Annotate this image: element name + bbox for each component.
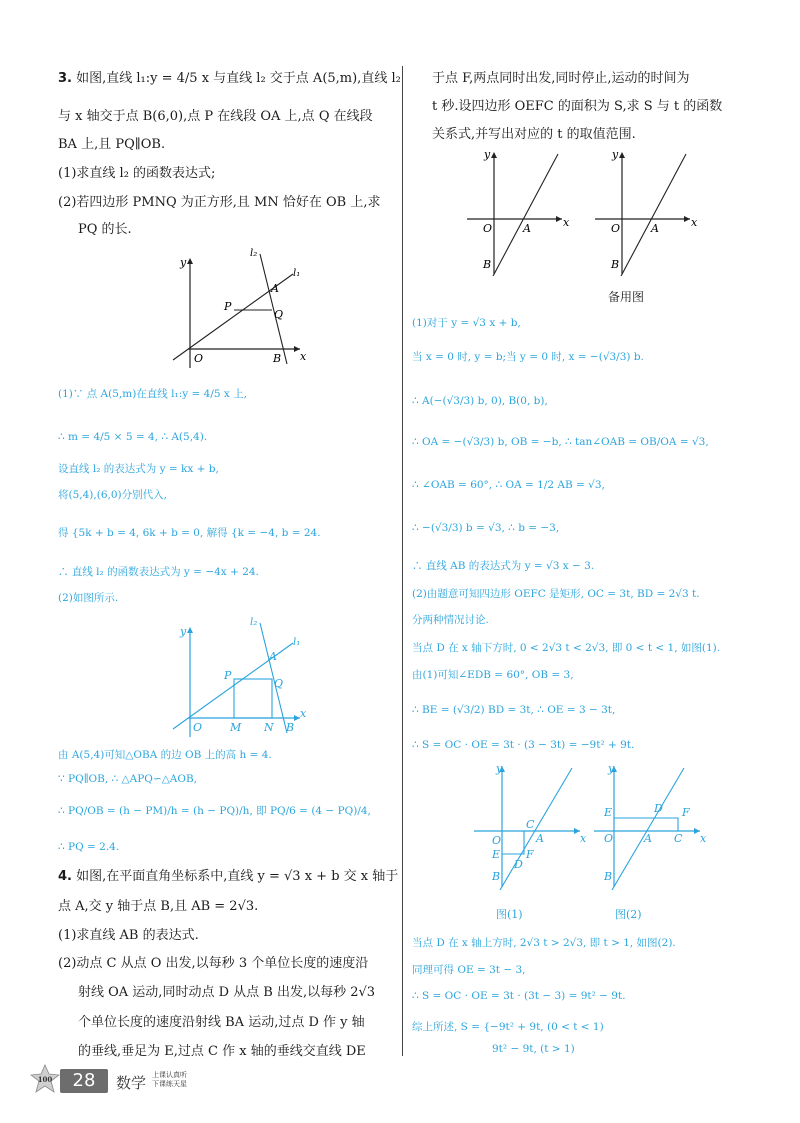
label-b: B xyxy=(492,870,501,883)
label-e: E xyxy=(604,806,613,819)
solution-4-line-4: ∴ OA = −(√3/3) b, OB = −b, ∴ tan∠OAB = OB/OA = √3, xyxy=(412,436,709,448)
solution-4-line-14: 当点 D 在 x 轴上方时, 2√3 t > 2√3, 即 t > 1, 如图(2). xyxy=(412,937,676,949)
solution-3-line-10: ∴ PQ/OB = (h − PM)/h = (h − PQ)/h, 即 PQ/6 = (4 − PQ)/4, xyxy=(58,805,371,817)
problem-4-cont-line-2: t 秒.设四边形 OEFC 的面积为 S,求 S 与 t 的函数 xyxy=(432,99,723,114)
slogan-bottom: 下课练天星 xyxy=(152,1080,187,1088)
y-axis-arrow xyxy=(187,627,193,633)
problem-4-cont-line-3: 关系式,并写出对应的 t 的取值范围. xyxy=(432,127,636,142)
figure-caption-1: 图(1) xyxy=(496,908,523,921)
label-a: A xyxy=(651,222,659,235)
label-c: C xyxy=(674,832,683,845)
label-n: N xyxy=(264,721,274,734)
label-o: O xyxy=(483,222,493,235)
label-d: D xyxy=(514,858,523,871)
solution-3-line-4: 将(5,4),(6,0)分别代入, xyxy=(58,489,167,501)
label-o: O xyxy=(194,352,204,365)
label-o: O xyxy=(611,222,621,235)
x-axis-arrow xyxy=(556,216,562,222)
label-b: B xyxy=(611,258,620,271)
problem-4-part-2-line-4: 的垂线,垂足为 E,过点 C 作 x 轴的垂线交直线 DE xyxy=(78,1044,366,1059)
line-ab xyxy=(492,154,558,276)
solution-4-line-3: ∴ A(−(√3/3) b, 0), B(0, b), xyxy=(412,395,548,407)
label-f: F xyxy=(682,806,690,819)
label-p: P xyxy=(224,300,232,313)
solution-4-line-18: 9t² − 9t, (t > 1) xyxy=(492,1043,575,1055)
label-b: B xyxy=(604,870,613,883)
solution-4-line-2: 当 x = 0 时, y = b;当 y = 0 时, x = −(√3/3) b. xyxy=(412,351,644,363)
solution-3-line-7: (2)如图所示. xyxy=(58,592,119,604)
slogan-top: 上课认真听 xyxy=(152,1071,187,1079)
rectangle-oefc xyxy=(502,831,524,854)
label-y: y xyxy=(180,256,187,269)
solution-3-line-5: 得 {5k + b = 4, 6k + b = 0, 解得 {k = −4, b = 24. xyxy=(58,527,321,539)
solution-4-line-15: 同理可得 OE = 3t − 3, xyxy=(412,964,526,976)
x-axis-arrow xyxy=(684,216,690,222)
figure-case-2 xyxy=(592,762,707,890)
problem-text: 如图,直线 l₁:y = 4/5 x 与直线 l₂ 交于点 A(5,m),直线 l₂ xyxy=(76,71,401,86)
line-ab xyxy=(500,768,572,890)
problem-4-part-2-line-3: 个单位长度的速度沿射线 BA 运动,过点 D 作 y 轴 xyxy=(78,1015,365,1030)
label-p: P xyxy=(224,669,232,682)
label-l2: l₂ xyxy=(250,248,258,259)
y-axis-arrow xyxy=(187,258,193,264)
label-x: x xyxy=(300,707,307,720)
subject-label: 数学 xyxy=(116,1074,147,1092)
figure-problem-4 xyxy=(462,146,572,276)
label-a: A xyxy=(536,832,544,845)
y-axis-arrow xyxy=(491,152,497,158)
column-divider xyxy=(402,66,403,1056)
figure-case-1 xyxy=(472,762,587,890)
figure-caption-2: 图(2) xyxy=(615,908,642,921)
label-x: x xyxy=(700,832,707,845)
page-number: 28 xyxy=(60,1069,108,1093)
line-ab xyxy=(612,768,684,890)
problem-number: 3. xyxy=(58,71,72,86)
label-q: Q xyxy=(274,308,284,321)
solution-4-line-11: 由(1)可知∠EDB = 60°, OB = 3, xyxy=(412,669,574,681)
label-y: y xyxy=(496,762,503,775)
solution-4-line-5: ∴ ∠OAB = 60°, ∴ OA = 1/2 AB = √3, xyxy=(412,479,605,491)
slogan xyxy=(152,1071,187,1089)
solution-4-line-8: (2)由题意可知四边形 OEFC 是矩形, OC = 3t, BD = 2√3 t. xyxy=(412,588,700,600)
label-y: y xyxy=(612,148,619,161)
problem-4-line-2: 点 A,交 y 轴于点 B,且 AB = 2√3. xyxy=(58,899,259,914)
label-a: A xyxy=(523,222,531,235)
rectangle-oefc xyxy=(614,818,678,831)
solution-3-line-2: ∴ m = 4/5 × 5 = 4, ∴ A(5,4). xyxy=(58,431,208,443)
solution-3-line-6: ∴ 直线 l₂ 的函数表达式为 y = −4x + 24. xyxy=(58,566,259,578)
label-e: E xyxy=(492,848,501,861)
label-l2: l₂ xyxy=(250,617,258,628)
problem-3-line-3: BA 上,且 PQ∥OB. xyxy=(58,137,166,152)
label-o: O xyxy=(193,721,203,734)
label-o: O xyxy=(604,832,614,845)
label-q: Q xyxy=(274,677,284,690)
label-l1: l₁ xyxy=(293,637,301,648)
problem-3-part-2: (2)若四边形 PMNQ 为正方形,且 MN 恰好在 OB 上,求 xyxy=(58,195,381,210)
problem-3-part-1: (1)求直线 l₂ 的函数表达式; xyxy=(58,166,216,181)
solution-4-line-16: ∴ S = OC · OE = 3t · (3t − 3) = 9t² − 9t. xyxy=(412,990,626,1002)
problem-number: 4. xyxy=(58,869,72,884)
figure-problem-3-solution xyxy=(168,617,318,737)
y-axis-arrow xyxy=(619,152,625,158)
label-x: x xyxy=(691,216,698,229)
figure-problem-3 xyxy=(168,248,318,368)
label-c: C xyxy=(526,818,535,831)
label-y: y xyxy=(608,762,615,775)
solution-4-line-17: 综上所述, S = {−9t² + 9t, (0 < t < 1) xyxy=(412,1021,604,1033)
logo-icon xyxy=(30,1064,60,1094)
solution-4-line-13: ∴ S = OC · OE = 3t · (3 − 3t) = −9t² + 9t. xyxy=(412,739,635,751)
problem-4-part-2: (2)动点 C 从点 O 出发,以每秒 3 个单位长度的速度沿 xyxy=(58,956,369,971)
logo-text: 100 xyxy=(37,1075,53,1084)
figure-spare xyxy=(590,146,700,276)
solution-3-line-9: ∵ PQ∥OB, ∴ △APQ∽△AOB, xyxy=(58,773,198,785)
problem-4-part-2-line-2: 射线 OA 运动,同时动点 D 从点 B 出发,以每秒 2√3 xyxy=(78,985,376,1000)
label-y: y xyxy=(484,148,491,161)
label-f: F xyxy=(526,848,534,861)
problem-3-part-2-cont: PQ 的长. xyxy=(78,222,132,237)
label-x: x xyxy=(563,216,570,229)
label-l1: l₁ xyxy=(293,268,301,279)
problem-3-line-1 xyxy=(58,71,401,86)
label-x: x xyxy=(580,832,587,845)
solution-4-line-7: ∴ 直线 AB 的表达式为 y = √3 x − 3. xyxy=(412,560,595,572)
solution-4-line-12: ∴ BE = (√3/2) BD = 3t, ∴ OE = 3 − 3t, xyxy=(412,704,616,716)
label-d: D xyxy=(654,802,663,815)
solution-4-line-10: 当点 D 在 x 轴下方时, 0 < 2√3 t < 2√3, 即 0 < t < 1, 如图(1). xyxy=(412,642,721,654)
problem-4-cont-line-1: 于点 F,两点同时出发,同时停止,运动的时间为 xyxy=(432,71,690,86)
label-b: B xyxy=(483,258,492,271)
solution-3-line-3: 设直线 l₂ 的表达式为 y = kx + b, xyxy=(58,463,219,475)
label-a: A xyxy=(644,832,652,845)
problem-text: 如图,在平面直角坐标系中,直线 y = √3 x + b 交 x 轴于 xyxy=(76,869,399,884)
solution-3-line-11: ∴ PQ = 2.4. xyxy=(58,841,120,853)
label-o: O xyxy=(492,834,502,847)
spare-figure-caption: 备用图 xyxy=(608,290,645,304)
label-b: B xyxy=(273,352,282,365)
label-m: M xyxy=(230,721,242,734)
line-ab xyxy=(620,154,686,276)
problem-4-line-1 xyxy=(58,869,399,884)
solution-4-line-1: (1)对于 y = √3 x + b, xyxy=(412,317,521,329)
solution-3-line-8: 由 A(5,4)可知△OBA 的边 OB 上的高 h = 4. xyxy=(58,749,272,761)
page-footer xyxy=(30,1062,250,1102)
square-pmnq xyxy=(234,679,272,718)
label-y: y xyxy=(180,625,187,638)
label-x: x xyxy=(300,350,307,363)
label-a: A xyxy=(271,282,279,295)
solution-4-line-6: ∴ −(√3/3) b = √3, ∴ b = −3, xyxy=(412,522,560,534)
problem-4-part-1: (1)求直线 AB 的表达式. xyxy=(58,928,199,943)
solution-3-line-1: (1)∵ 点 A(5,m)在直线 l₁:y = 4/5 x 上, xyxy=(58,388,247,400)
label-b: B xyxy=(286,721,295,734)
label-a: A xyxy=(269,650,277,663)
problem-3-line-2: 与 x 轴交于点 B(6,0),点 P 在线段 OA 上,点 Q 在线段 xyxy=(58,109,373,124)
solution-4-line-9: 分两种情况讨论. xyxy=(412,614,489,626)
